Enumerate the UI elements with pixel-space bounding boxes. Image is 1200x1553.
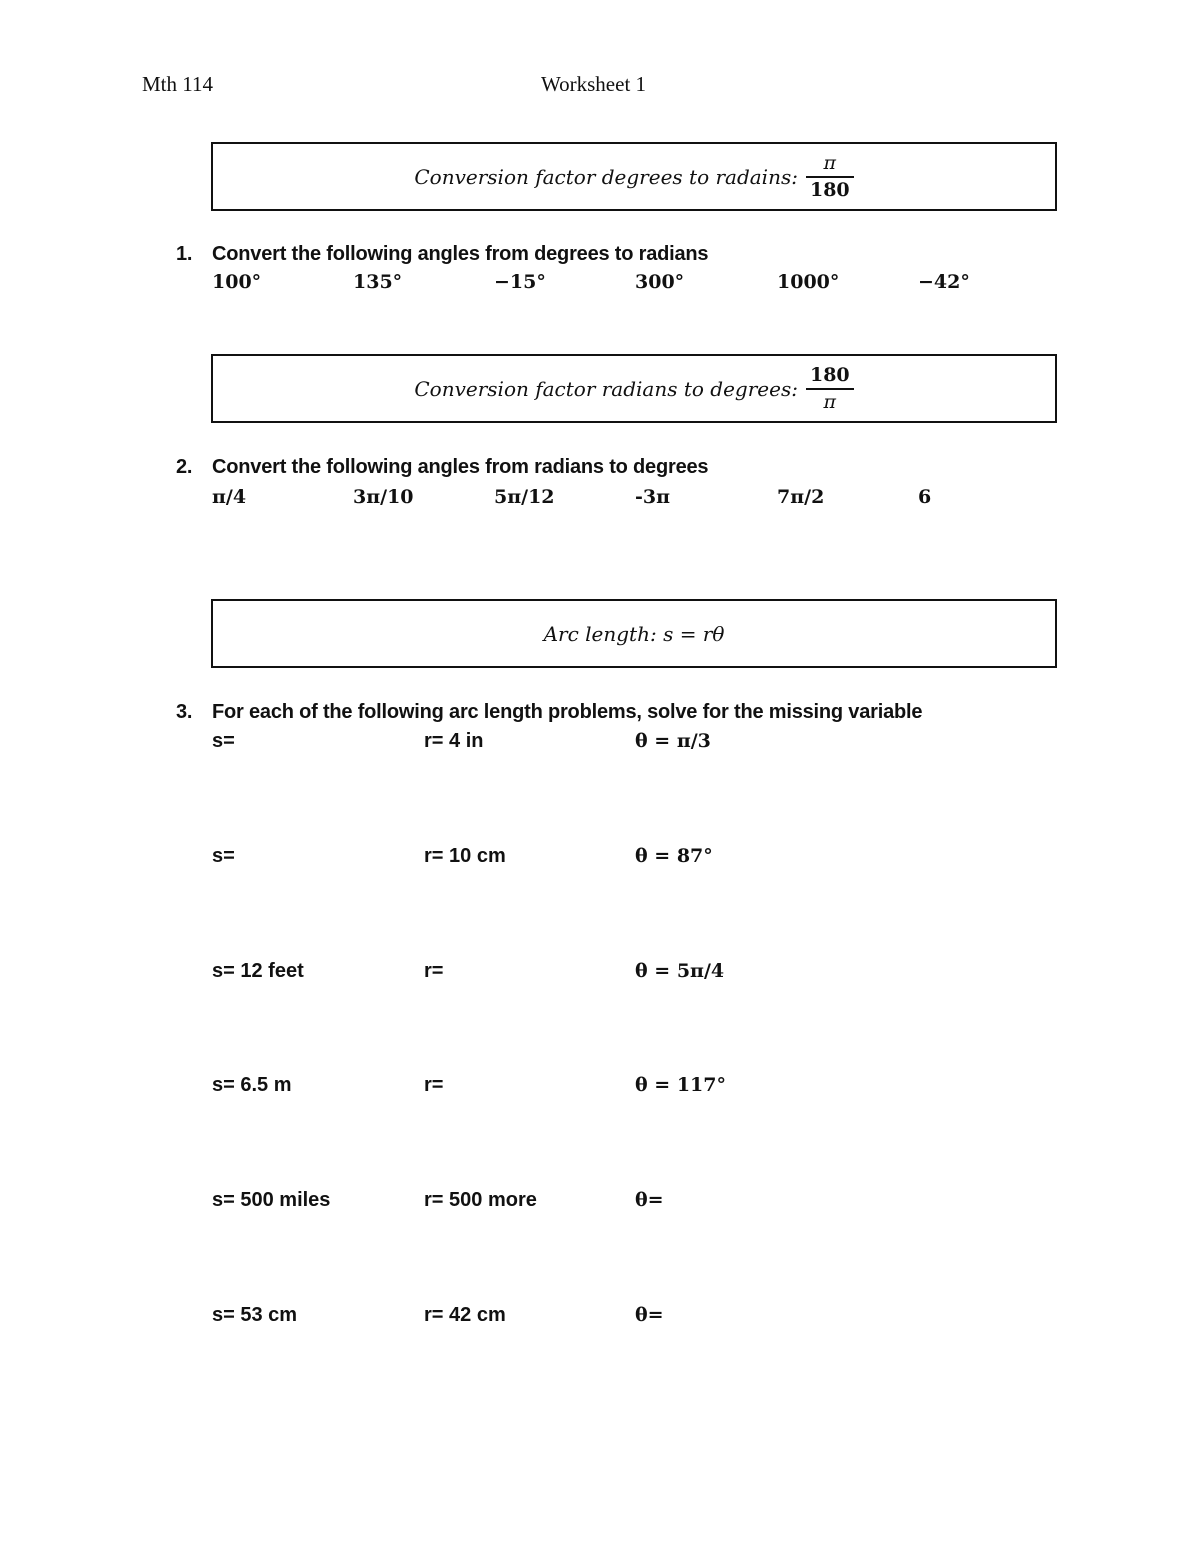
question-1 <box>176 243 708 266</box>
r-value: r= 10 cm <box>424 845 506 867</box>
conversion-radians-to-degrees-box <box>211 354 1057 423</box>
question-number: 1. <box>176 243 193 265</box>
angle-item: 300° <box>635 271 685 293</box>
question-text: For each of the following arc length problems, solve for the missing variable <box>212 701 923 723</box>
arc-length-formula-box <box>211 599 1057 668</box>
s-value: s= 500 miles <box>212 1189 331 1211</box>
angle-item: 100° <box>212 271 262 293</box>
theta-value: θ = 5π/4 <box>635 960 725 982</box>
worksheet-title: Worksheet 1 <box>541 72 647 96</box>
theta-value: θ= <box>635 1189 664 1211</box>
conversion-degrees-to-radians-box <box>211 142 1057 211</box>
angle-item: 6 <box>918 486 932 508</box>
r-value: r= <box>424 960 444 982</box>
theta-value: θ = 87° <box>635 845 713 867</box>
angle-item: 3π/10 <box>353 486 414 508</box>
s-value: s= 53 cm <box>212 1304 298 1326</box>
conversion-label: Conversion factor degrees to radains: <box>414 164 798 189</box>
conversion-label: Conversion factor radians to degrees: <box>414 376 798 401</box>
angle-item: 7π/2 <box>777 486 825 508</box>
conversion-fraction <box>806 151 854 201</box>
question-text: Convert the following angles from degrees to radians <box>212 243 709 265</box>
r-value: r= <box>424 1074 444 1096</box>
angle-item: π/4 <box>212 486 247 508</box>
s-value: s= <box>212 845 235 867</box>
question-3 <box>176 701 922 724</box>
question-number: 2. <box>176 456 193 478</box>
s-value: s= <box>212 730 235 752</box>
s-value: s= 12 feet <box>212 960 304 982</box>
fraction-numerator: 180 <box>809 363 850 386</box>
angle-item: -3π <box>635 486 671 508</box>
arc-length-formula: Arc length: s = rθ <box>543 621 725 646</box>
question-number: 3. <box>176 701 193 723</box>
theta-value: θ = 117° <box>635 1074 726 1096</box>
question-2 <box>176 456 708 479</box>
fraction-denominator: π <box>823 390 837 413</box>
theta-value: θ = π/3 <box>635 730 711 752</box>
question-text: Convert the following angles from radians to degrees <box>212 456 709 478</box>
angle-item: −42° <box>918 271 970 293</box>
angle-item: 1000° <box>777 271 840 293</box>
angle-item: 135° <box>353 271 403 293</box>
s-value: s= 6.5 m <box>212 1074 292 1096</box>
fraction-numerator: π <box>823 151 837 174</box>
angle-item: −15° <box>494 271 546 293</box>
course-label: Mth 114 <box>142 72 213 96</box>
fraction-denominator: 180 <box>809 178 850 201</box>
r-value: r= 4 in <box>424 730 484 752</box>
theta-value: θ= <box>635 1304 664 1326</box>
r-value: r= 500 more <box>424 1189 537 1211</box>
r-value: r= 42 cm <box>424 1304 506 1326</box>
conversion-fraction <box>806 363 854 413</box>
angle-item: 5π/12 <box>494 486 555 508</box>
